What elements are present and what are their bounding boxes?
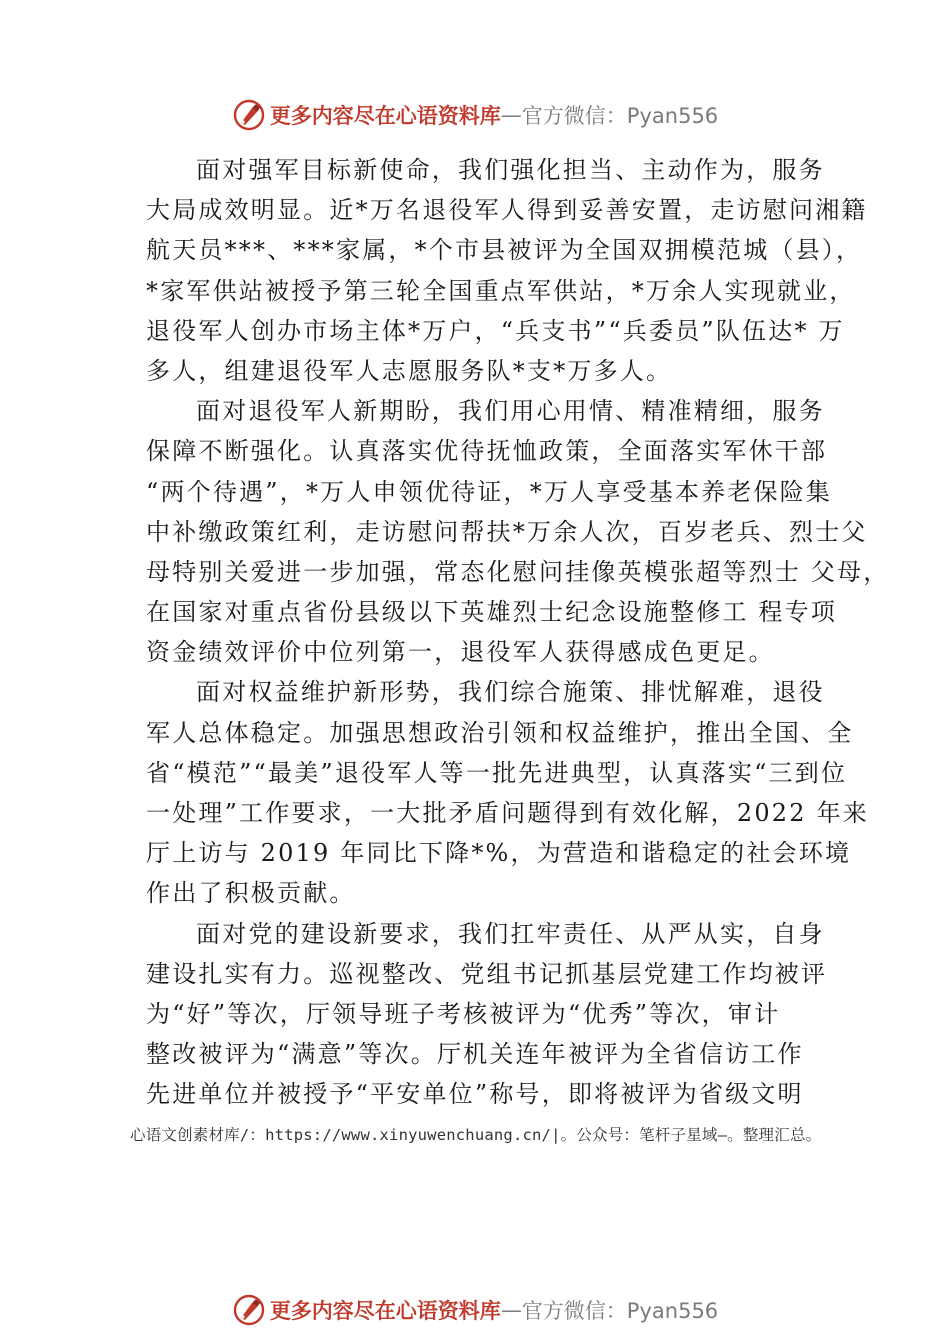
text-line: 整改被评为“满意”等次。厅机关连年被评为全省信访工作 [146, 1040, 804, 1069]
text-line: 大局成效明显。近*万名退役军人得到妥善安置，走访慰问湘籍 [146, 196, 868, 225]
banner-wechat-text: 官方微信：Pyan556 [521, 1299, 719, 1323]
banner-main-text: 更多内容尽在心语资料库 [269, 103, 501, 128]
header-banner [0, 95, 950, 135]
text-line: 母特别关爱进一步加强，常态化慰问挂像英模张超等烈士 父母， [146, 557, 890, 586]
text-line: 厅上访与 2019 年同比下降*%，为营造和谐稳定的社会环境 [146, 839, 852, 868]
text-line: 先进单位并被授予“平安单位”称号，即将被评为省级文明 [146, 1080, 804, 1109]
paragraph-1 [146, 150, 868, 391]
text-line: 省“模范”“最美”退役军人等一批先进典型，认真落实“三到位 [146, 758, 848, 787]
text-line: 资金绩效评价中位列第一，退役军人获得感成色更足。 [146, 638, 775, 667]
text-line: 退役军人创办市场主体*万户，“兵支书”“兵委员”队伍达* 万 [146, 316, 845, 345]
text-line: 在国家对重点省份县级以下英雄烈士纪念设施整修工 程专项 [146, 598, 838, 627]
text-line: 航天员***、***家属，*个市县被评为全国双拥模范城（县）， [146, 236, 863, 265]
paragraph-4 [146, 914, 836, 1115]
pen-nib-seal-icon [232, 1293, 266, 1327]
banner-dash: — [500, 1298, 522, 1322]
text-line: 一处理”工作要求，一大批矛盾问题得到有效化解，2022 年来 [146, 799, 869, 827]
banner-main-text: 更多内容尽在心语资料库 [269, 1298, 501, 1323]
text-line: 中补缴政策红利，走访慰问帮扶*万余人次，百岁老兵、烈士父 [146, 517, 868, 546]
text-line: 多人，组建退役军人志愿服务队*支*万多人。 [146, 356, 673, 385]
paragraph-3 [146, 672, 869, 913]
banner-wechat-text: 官方微信：Pyan556 [521, 104, 719, 128]
footer-source-note: 心语文创素材库/：https://www.xinyuwenchuang.cn/|。公众号：笔杆子星域—。整理汇总。 [130, 1126, 822, 1144]
text-line: 面对退役军人新期盼，我们用心用情、精准精细，服务 [196, 397, 825, 426]
text-line: 作出了积极贡献。 [146, 879, 356, 908]
text-line: 军人总体稳定。加强思想政治引领和权益维护，推出全国、全 [146, 718, 854, 747]
text-line: *家军供站被授予第三轮全国重点军供站，*万余人实现就业， [146, 276, 856, 305]
text-line: “两个待遇”，*万人申领优待证，*万人享受基本养老保险集 [146, 477, 833, 506]
footer-banner [0, 1290, 950, 1330]
text-line: 建设扎实有力。巡视整改、党组书记抓基层党建工作均被评 [146, 959, 828, 988]
text-line: 保障不断强化。认真落实优待抚恤政策，全面落实军休干部 [146, 437, 828, 466]
text-line: 面对党的建设新要求，我们扛牢责任、从严从实，自身 [196, 919, 825, 948]
text-line: 面对强军目标新使命，我们强化担当、主动作为，服务 [196, 156, 825, 184]
text-line: 为“好”等次，厅领导班子考核被评为“优秀”等次，审计 [146, 999, 781, 1028]
text-line: 面对权益维护新形势，我们综合施策、排忧解难，退役 [196, 678, 825, 707]
document-body [146, 150, 890, 1115]
paragraph-2 [146, 391, 890, 672]
pen-nib-seal-icon [232, 98, 266, 132]
banner-dash: — [500, 103, 522, 127]
